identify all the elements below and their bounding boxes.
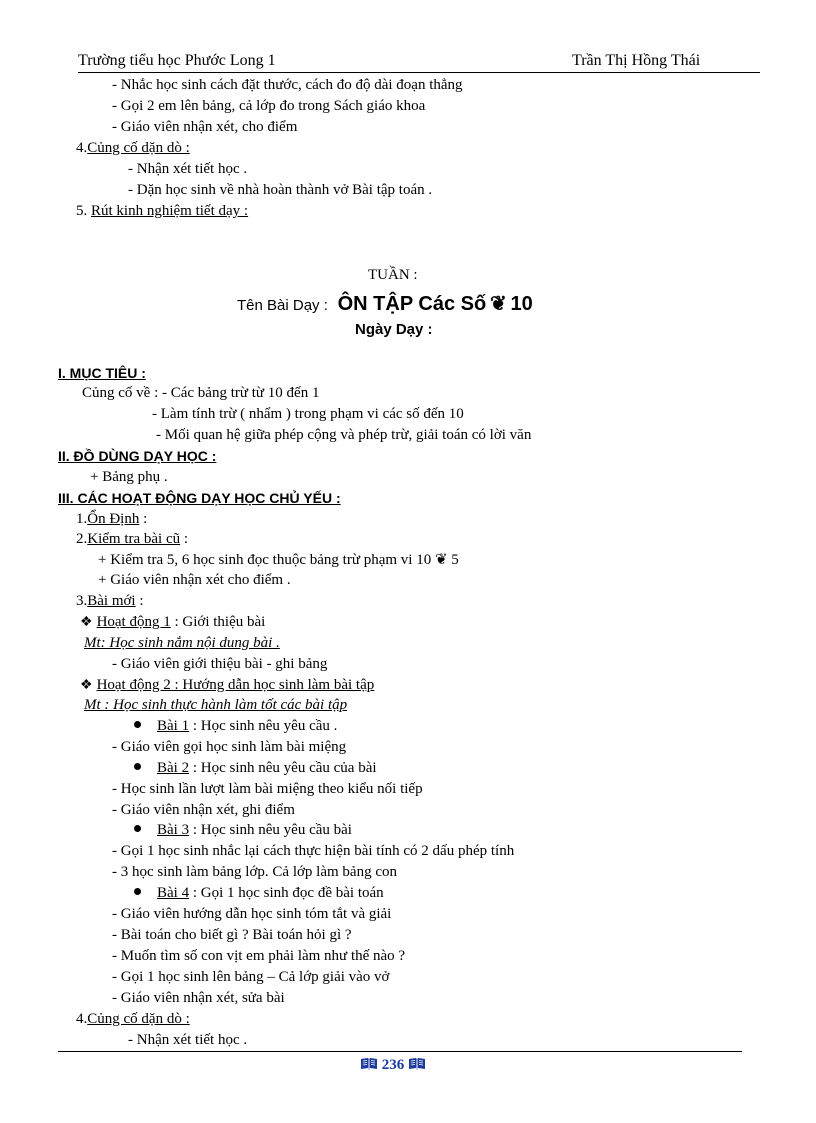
objective-line: Củng cố về : - Các bảng trừ từ 10 đến 1: [82, 385, 320, 401]
exercise-4: Bài 4 : Gọi 1 học sinh đọc đề bài toán: [134, 884, 384, 902]
lesson-title: [237, 292, 533, 318]
book-icon: [408, 1057, 426, 1071]
section-number: 4.: [76, 140, 88, 156]
page-number: [360, 1056, 426, 1074]
step-review: 2.Kiểm tra bài cũ :: [76, 531, 189, 547]
review-line: + Giáo viên nhận xét cho điểm .: [98, 572, 291, 588]
consolidate-label: Củng cố dặn dò :: [87, 140, 190, 156]
activity-line: - Muốn tìm số con vịt em phải làm như thế nào ?: [112, 948, 406, 964]
bullet-icon: [134, 825, 141, 832]
bullet-icon: [134, 763, 141, 770]
activity-line: - Gọi 1 học sinh lên bảng – Cả lớp giải vào vở: [112, 969, 390, 985]
exercise-1: Bài 1 : Học sinh nêu yêu cầu .: [134, 717, 337, 735]
activity-line: - Học sinh lần lượt làm bài miệng theo kiểu nối tiếp: [112, 781, 423, 797]
step-new-lesson: 3.Bài mới :: [76, 593, 144, 609]
diamond-bullet-icon: ❖: [80, 615, 93, 630]
list-item: - Nhận xét tiết học .: [128, 161, 248, 177]
activity-line: - 3 học sinh làm bảng lớp. Cả lớp làm bảng con: [112, 864, 397, 880]
objective-line: - Mối quan hệ giữa phép cộng và phép trừ, giải toán có lời văn: [156, 427, 532, 443]
consolidate-heading: [76, 139, 190, 157]
section-title-materials: II. ĐỒ DÙNG DẠY HỌC :: [58, 448, 217, 464]
list-item: - Nhắc học sinh cách đặt thước, cách đo độ dài đoạn thẳng: [112, 77, 463, 93]
week-label: TUẦN :: [368, 267, 418, 283]
list-item: - Nhận xét tiết học .: [128, 1032, 248, 1048]
section-title-activities: III. CÁC HOẠT ĐỘNG DẠY HỌC CHỦ YẾU :: [58, 490, 341, 506]
activity-1-goal: Mt: Học sinh nắm nội dung bài .: [84, 635, 280, 651]
activity-line: - Gọi 1 học sinh nhắc lại cách thực hiện bài tính có 2 dấu phép tính: [112, 843, 515, 859]
exercise-3: Bài 3 : Học sinh nêu yêu cầu bài: [134, 821, 352, 839]
book-icon: [360, 1057, 378, 1071]
exercise-2: Bài 2 : Học sinh nêu yêu cầu của bài: [134, 759, 377, 777]
activity-line: - Bài toán cho biết gì ? Bài toán hỏi gì ?: [112, 927, 352, 943]
lesson-name-tail: 10: [510, 293, 533, 315]
activity-line: - Giáo viên nhận xét, sửa bài: [112, 990, 285, 1006]
bullet-icon: [134, 888, 141, 895]
header-teacher: Trần Thị Hồng Thái: [572, 52, 701, 69]
section-title-objectives: I. MỤC TIÊU :: [58, 365, 146, 381]
activity-line: - Giáo viên hướng dẫn học sinh tóm tắt và giải: [112, 906, 392, 922]
activity-line: - Giáo viên nhận xét, ghi điểm: [112, 802, 295, 818]
activity-2-goal: Mt : Học sinh thực hành làm tốt các bài tập: [84, 697, 348, 713]
fleuron-icon: ❦: [489, 293, 507, 315]
step-stabilize: 1.Ổn Định :: [76, 511, 148, 527]
materials-line: + Bảng phụ .: [90, 469, 168, 485]
lesson-name-label: Tên Bài Dạy :: [237, 297, 328, 314]
activity-line: - Giáo viên giới thiệu bài - ghi bảng: [112, 656, 328, 672]
bullet-icon: [134, 721, 141, 728]
review-line: + Kiểm tra 5, 6 học sinh đọc thuộc bảng trừ phạm vi 10 ❦ 5: [98, 552, 459, 568]
lessons-learned-heading: [76, 202, 248, 220]
page-number-text: 236: [381, 1057, 405, 1073]
lesson-name: ÔN TẬP Các Số: [337, 293, 487, 315]
activity-1-heading: ❖ Hoạt động 1 : Giới thiệu bài: [80, 614, 266, 630]
activity-2-heading: ❖ Hoạt động 2 : Hướng dẫn học sinh làm bài tập: [80, 677, 375, 693]
diamond-bullet-icon: ❖: [80, 678, 93, 693]
footer-divider: [58, 1051, 742, 1052]
objective-line: - Làm tính trừ ( nhẩm ) trong phạm vi các số đến 10: [152, 406, 464, 422]
section-number: 5.: [76, 203, 88, 219]
list-item: - Dặn học sinh về nhà hoàn thành vở Bài tập toán .: [128, 182, 433, 198]
fleuron-icon: ❦: [434, 552, 448, 568]
header-school: Trường tiểu học Phước Long 1: [78, 52, 276, 69]
activity-line: - Giáo viên gọi học sinh làm bài miệng: [112, 739, 347, 755]
lessons-learned-label: Rút kinh nghiệm tiết dạy :: [91, 203, 249, 219]
list-item: - Gọi 2 em lên bảng, cả lớp đo trong Sách giáo khoa: [112, 98, 426, 114]
consolidate-heading: 4.Củng cố dặn dò :: [76, 1011, 190, 1027]
header-divider: [78, 72, 760, 73]
date-label: Ngày Dạy :: [355, 321, 433, 338]
list-item: - Giáo viên nhận xét, cho điểm: [112, 119, 298, 135]
